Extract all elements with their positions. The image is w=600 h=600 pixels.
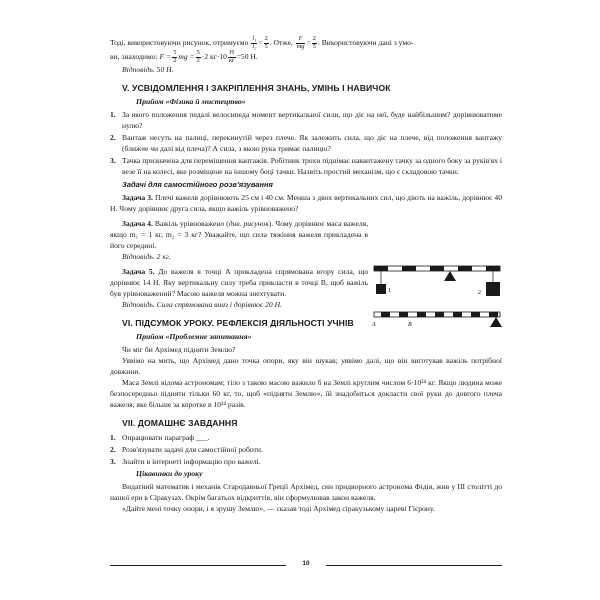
section-6-paragraph-2: Маса Землі відома астрономам; тіло з такою масою важило б на Землі круглим числом 6·10²⁴ кг. Якщо людина може безпосередньо підняти тільки 60 кг, то, щоб «підняти Землю», їй знадобиться докласти свої руки до довгого плеча важеля, яке більше за коротке в 10²⁴ разів. — [110, 378, 502, 410]
lever-bar — [374, 266, 500, 271]
item-number: 1. — [110, 433, 116, 443]
fraction-5-2 — [172, 50, 177, 64]
task-4-answer: Відповідь. 2 кг. — [122, 252, 171, 262]
fraction-den: 2 — [173, 56, 177, 64]
formula-start: F = — [159, 52, 172, 62]
fraction-l1-l2 — [251, 36, 257, 50]
intro-text-c: . Використовуючи дані з умо- — [317, 37, 414, 47]
task-3-text: Плечі важеля дорівнюють 25 см і 40 см. Менша з двох вертикальних сил, що діють на важіль, дорівнює 40 Н. Чому дорівнює друга сила, якщо важіль урівноважено? — [110, 193, 503, 214]
item-text: За якого положення педалі велосипеда момент вертикальної сили, що діє на неї, буде найбільшим? дорівнюватиме нулю? — [122, 110, 502, 131]
list-item — [110, 132, 502, 154]
footer-rule-right — [326, 565, 502, 566]
task-5-lever-figure — [372, 304, 504, 340]
item-text: Розв'язувати задачі для самостійної роботи. — [122, 445, 263, 455]
section-6-paragraph-1: Уявімо на мить, що Архімед дано точка опори, яку він шукав; уявімо далі, що він виготував важіль потрібної довжини. — [110, 356, 502, 377]
section-6-technique: Прийом «Проблемне запитання» — [136, 332, 252, 342]
page-footer — [110, 560, 502, 570]
fraction-num: 5 — [196, 49, 200, 57]
fraction-den: l₂ — [252, 42, 257, 50]
equals-sign: = — [258, 37, 263, 47]
item-number: 2. — [110, 445, 116, 455]
task-4-lever-figure — [372, 258, 504, 302]
item-text: Знайти в інтернеті інформацію про важелі. — [122, 457, 261, 467]
homework-list — [110, 432, 502, 467]
fulcrum-icon — [444, 271, 456, 281]
task-4 — [110, 218, 368, 251]
fulcrum-icon — [490, 317, 502, 327]
fraction-num: 2 — [264, 35, 268, 42]
fraction-num: 2 — [312, 35, 316, 42]
formula-mid: ·2 кг·10 — [201, 52, 227, 62]
list-item — [110, 109, 502, 131]
item-number: 1. — [110, 110, 116, 120]
item-text: Вантаж несуть на палиці, перекинутій через плече. Як залежить сила, що діє на плече, від положення вантажу (ближче чи далі від плеча)? А сила, з якою рука тримає палицю? — [122, 133, 502, 154]
section-5-technique: Прийом «Фізика й мистецтво» — [136, 97, 246, 107]
fraction-den: 5 — [312, 42, 316, 50]
weight-2-label: 2 — [478, 290, 481, 296]
intro-line-2 — [110, 50, 502, 64]
task-4-text-a: Важіль урівноважено ( — [154, 219, 229, 229]
item-text: Тачка призначена для переміщення вантажів. Робітник трохи піднімає навантажену тачку за одного боку за руків'ях і везе її на колесі, яке розміщене на іншому боці тачки. Назвіть простий механізм, що є складовою тачки. — [122, 156, 502, 177]
task-3 — [110, 192, 502, 214]
formula-mg: mg = — [178, 52, 195, 62]
section-6-question: Чи міг би Архімед підняти Землю? — [122, 345, 236, 355]
section-5-heading: V. УСВІДОМЛЕННЯ І ЗАКРІПЛЕННЯ ЗНАНЬ, УМІНЬ І НАВИЧОК — [122, 83, 391, 94]
fraction-f-mg — [296, 36, 306, 50]
intro-text-a: Тоді, використовуючи рисунок, отримуємо — [110, 37, 249, 47]
list-item — [110, 432, 502, 443]
fun-facts-paragraph-2: «Дайте мені точку опори, і я зрушу Землю», — сказав тоді Архімед сіракузькому цареві Гієрону. — [122, 504, 435, 514]
task-5-title: Задача 5. — [122, 267, 155, 277]
fun-facts-subhead: Цікавинки до уроку — [136, 469, 203, 479]
fraction-n-kg — [228, 50, 236, 64]
list-item — [110, 456, 502, 467]
point-a-label: A — [372, 322, 376, 328]
weight-1 — [376, 284, 386, 294]
fraction-den: 5 — [264, 42, 268, 50]
task-5-answer: Відповідь. Сила спрямована вниз і дорівнює 20 Н. — [122, 300, 282, 310]
fraction-den: кг — [228, 56, 235, 64]
intro-answer: Відповідь. 50 Н. — [122, 65, 174, 75]
fraction-num: F — [296, 36, 306, 44]
section-6-heading: VI. ПІДСУМОК УРОКУ. РЕФЛЕКСІЯ ДІЯЛЬНОСТІ УЧНІВ — [122, 318, 354, 329]
section-5-questions — [110, 109, 502, 177]
lever-bar — [374, 312, 500, 317]
task-4-figure-note: див. рисунок — [228, 219, 269, 229]
fraction-2-5b — [312, 36, 317, 50]
fraction-num: Н — [229, 49, 235, 57]
task-4-text-b: ). Чому дорівнює маса важеля, якщо m₁ = 1 кг, m₂ = 3 кг? Уважайте, що сила тяжіння важеля прикладена в його середині. — [110, 219, 368, 251]
weight-2 — [486, 282, 500, 296]
page-number: 10 — [302, 560, 310, 567]
task-4-title: Задача 4. — [122, 219, 153, 229]
intro-text-d: ви, знаходимо: — [110, 52, 158, 62]
section-7-heading: VII. ДОМАШНЄ ЗАВДАННЯ — [122, 418, 238, 429]
intro-line-1: Тоді, використовуючи рисунок, отримуємо $\frac{\text{l₁}}{\text{l₂}}$ = $\frac{2}{5}$ . Отже, $\frac{F}{mg}$ = $\frac{2}{5}$ . Використовуючи дані з умо- — [110, 35, 414, 50]
fraction-num: 5 — [173, 49, 177, 57]
task-3-title: Задача 3. — [122, 193, 153, 203]
fraction-den: mg — [296, 42, 305, 50]
item-number: 2. — [110, 133, 116, 143]
fraction-num: l₁ — [252, 35, 257, 42]
list-item — [110, 444, 502, 455]
point-b-label: B — [408, 322, 412, 328]
tasks-subhead: Задачі для самостійного розв'язування — [122, 180, 273, 190]
item-number: 3. — [110, 457, 116, 467]
fraction-den: 2 — [196, 56, 200, 64]
task-5-text: До важеля в точці А прикладена спрямована вгору сила, що дорівнює 14 Н. Яку вертикальну силу треба прикласти в точці В, щоб важіль був урівноважений? Масою важеля можна знехтувати. — [110, 267, 368, 299]
fun-facts-paragraph-1: Видатний математик і механік Стародавньої Греції Архімед, син придворного астронома Фідія, жив у ІІІ столітті до нашої ери в Сіракузах. Окрім багатьох відкриттів, він сформулював закон важеля. — [110, 482, 502, 503]
list-item — [110, 155, 502, 177]
fraction-2-5 — [264, 36, 269, 50]
fraction-5-2b — [196, 50, 201, 64]
task-5 — [110, 266, 368, 299]
weight-1-label: 1 — [388, 288, 391, 294]
item-number: 3. — [110, 156, 116, 166]
formula-end: =50 Н. — [236, 52, 258, 62]
intro-text-b: . Отже, — [269, 37, 293, 47]
item-text: Опрацювати параграф ___. — [122, 433, 210, 443]
